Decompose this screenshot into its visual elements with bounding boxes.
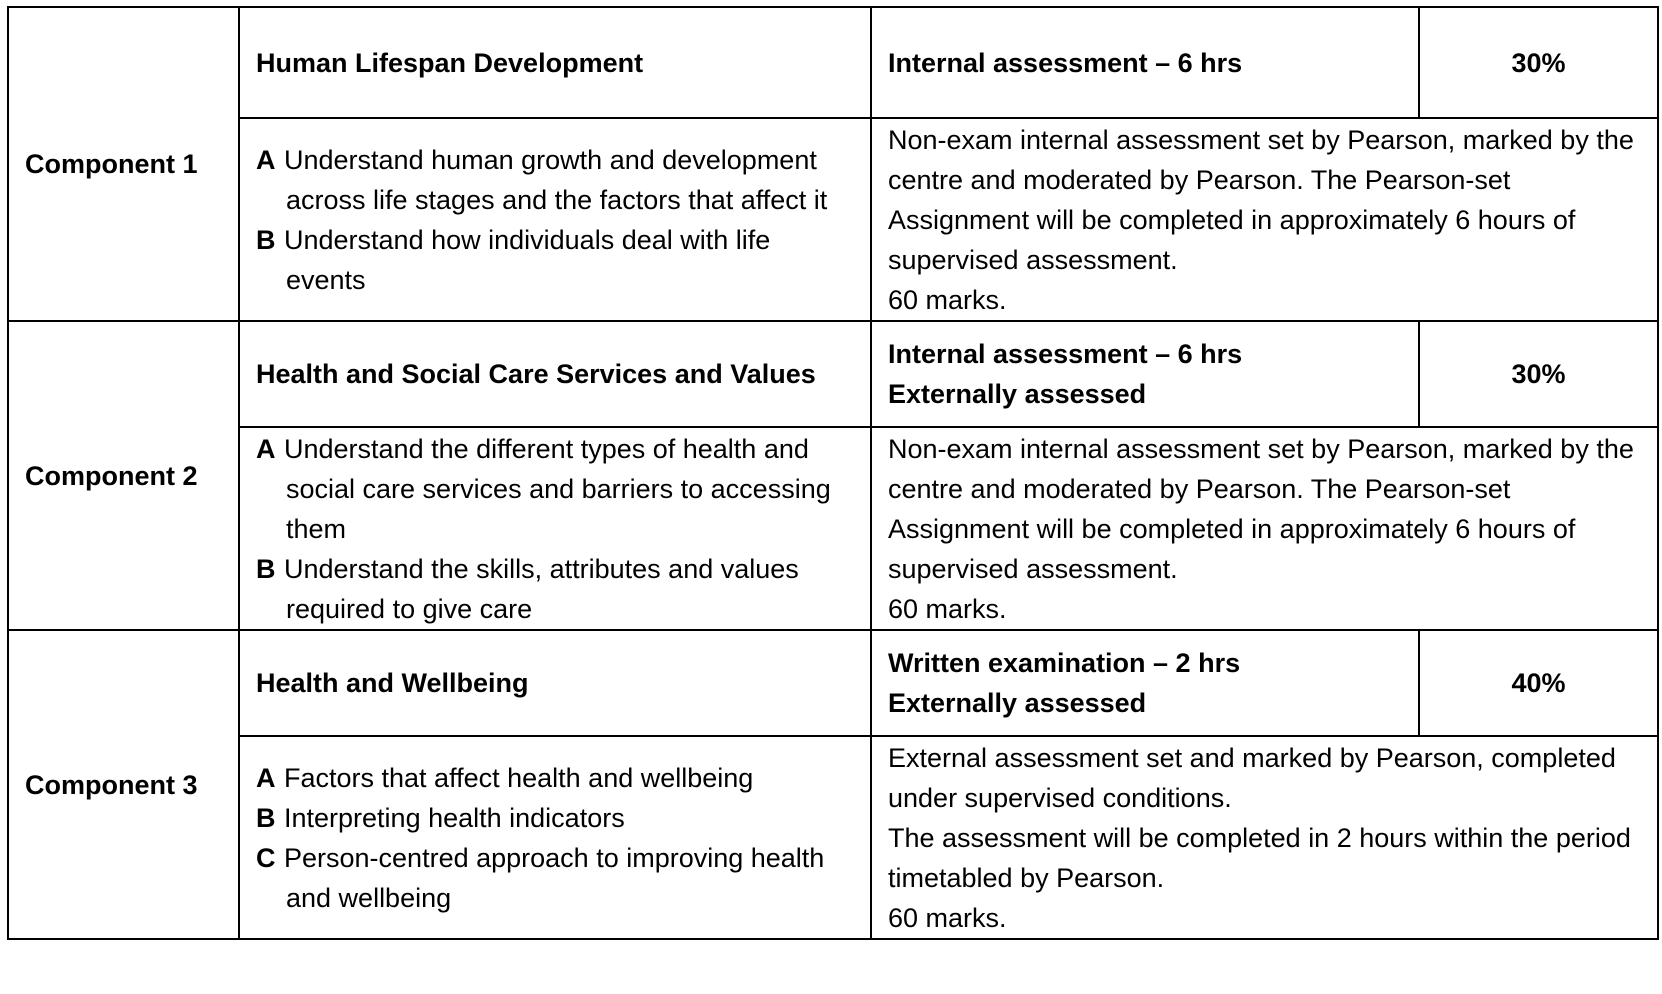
assessment-type-line: Externally assessed bbox=[888, 379, 1147, 409]
component-table bbox=[7, 6, 1659, 940]
assessment-description bbox=[871, 736, 1658, 939]
learning-outcome bbox=[256, 220, 854, 300]
component-1-body-row bbox=[8, 118, 1658, 321]
description-line: 60 marks. bbox=[888, 902, 1007, 933]
assessment-type bbox=[871, 630, 1419, 736]
assessment-description bbox=[871, 427, 1658, 630]
learning-outcome bbox=[256, 429, 854, 549]
component-3-body-row bbox=[8, 736, 1658, 939]
description-line: Non-exam internal assessment set by Pearson, marked by the centre and moderated by Pearson. The Pearson-set Assignment will be completed in approximately 6 hours of supervised assessment. bbox=[888, 433, 1634, 584]
description-line: 60 marks. bbox=[888, 593, 1007, 624]
component-title: Health and Social Care Services and Values bbox=[239, 321, 871, 427]
outcome-letter: B bbox=[256, 224, 276, 255]
outcome-text: Factors that affect health and wellbeing bbox=[284, 762, 754, 793]
assessment-type-line: Internal assessment – 6 hrs bbox=[888, 47, 1243, 78]
outcome-text: Person-centred approach to improving health and wellbeing bbox=[284, 842, 825, 913]
component-label: Component 3 bbox=[8, 630, 239, 939]
component-1-header-row bbox=[8, 7, 1658, 118]
weighting: 40% bbox=[1419, 630, 1658, 736]
weighting: 30% bbox=[1419, 321, 1658, 427]
outcome-letter: B bbox=[256, 553, 276, 584]
outcome-letter: A bbox=[256, 144, 276, 175]
learning-outcome bbox=[256, 838, 854, 918]
component-title: Health and Wellbeing bbox=[239, 630, 871, 736]
outcome-text: Understand how individuals deal with life events bbox=[284, 224, 771, 295]
component-2-body-row bbox=[8, 427, 1658, 630]
outcome-text: Interpreting health indicators bbox=[284, 802, 625, 833]
learning-outcome bbox=[256, 549, 854, 629]
assessment-type bbox=[871, 321, 1419, 427]
outcome-text: Understand human growth and development across life stages and the factors that affect it bbox=[284, 144, 828, 215]
outcome-letter: C bbox=[256, 842, 276, 873]
description-line: 60 marks. bbox=[888, 284, 1007, 315]
learning-outcomes bbox=[239, 736, 871, 939]
description-line: Non-exam internal assessment set by Pearson, marked by the centre and moderated by Pearson. The Pearson-set Assignment will be completed in approximately 6 hours of supervised assessment. bbox=[888, 124, 1634, 275]
component-title: Human Lifespan Development bbox=[239, 7, 871, 118]
weighting: 30% bbox=[1419, 7, 1658, 118]
learning-outcome bbox=[256, 140, 854, 220]
outcome-text: Understand the different types of health and social care services and barriers to accessing them bbox=[284, 433, 831, 544]
outcome-text: Understand the skills, attributes and values required to give care bbox=[284, 553, 799, 624]
outcome-letter: B bbox=[256, 802, 276, 833]
component-3-header-row bbox=[8, 630, 1658, 736]
component-2-header-row bbox=[8, 321, 1658, 427]
assessment-type bbox=[871, 7, 1419, 118]
description-line: The assessment will be completed in 2 hours within the period timetabled by Pearson. bbox=[888, 822, 1631, 893]
assessment-description bbox=[871, 118, 1658, 321]
learning-outcome bbox=[256, 798, 854, 838]
learning-outcome bbox=[256, 758, 854, 798]
component-label: Component 2 bbox=[8, 321, 239, 630]
outcome-letter: A bbox=[256, 433, 276, 464]
assessment-type-line: Externally assessed bbox=[888, 688, 1147, 718]
component-label: Component 1 bbox=[8, 7, 239, 321]
assessment-type-line: Internal assessment – 6 hrs bbox=[888, 339, 1243, 369]
learning-outcomes bbox=[239, 427, 871, 630]
outcome-letter: A bbox=[256, 762, 276, 793]
learning-outcomes bbox=[239, 118, 871, 321]
assessment-type-line: Written examination – 2 hrs bbox=[888, 648, 1241, 678]
description-line: External assessment set and marked by Pearson, completed under supervised conditions. bbox=[888, 742, 1616, 813]
